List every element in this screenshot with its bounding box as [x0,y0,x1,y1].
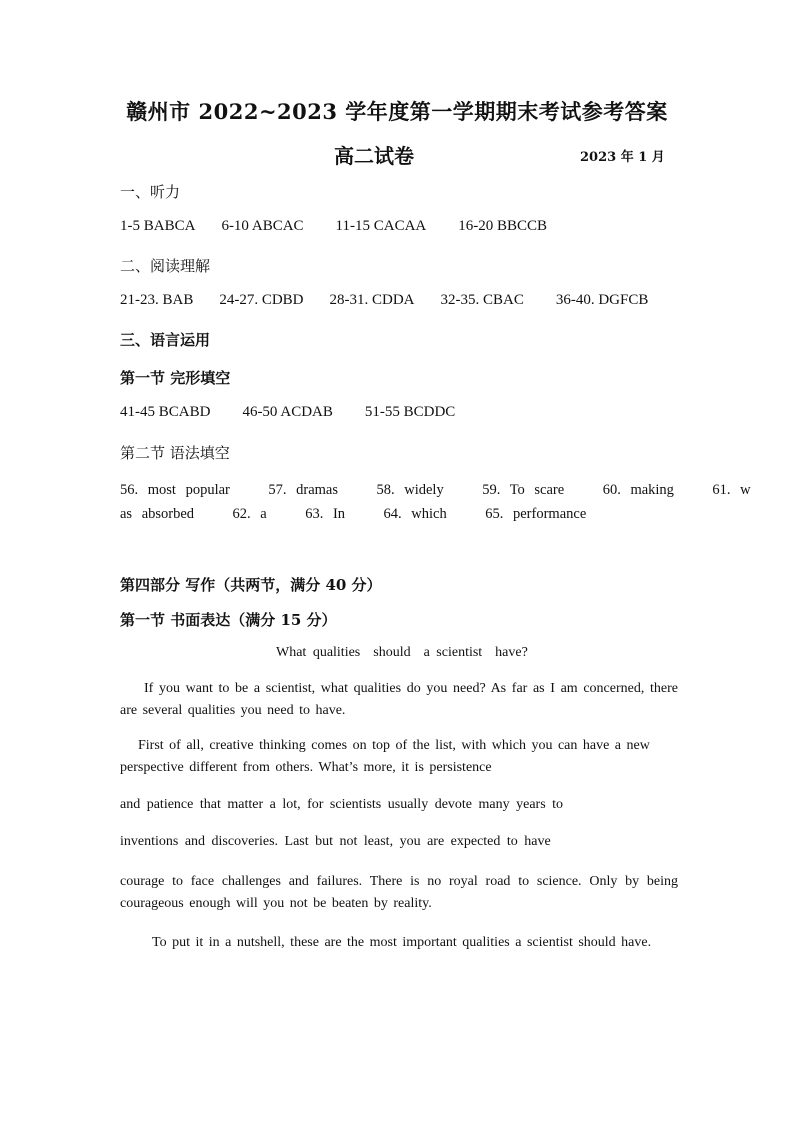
grammar-line: as absorbed 62. a 63. In 64. which 65. performance [120,506,587,522]
part3-section2-heading: 第二节 语法填空 [120,444,230,462]
part1-heading: 一、听力 [120,183,181,201]
essay-title: What qualities should a scientist have? [276,645,528,660]
essay-paragraph-2-line-4: courage to face challenges and failures. There is no royal road to science. Only by being courageous enough will you not be beaten by reality. [120,874,678,911]
part3-heading: 三、语言运用 [120,331,211,349]
answer-group: 6-10 ABCAC [221,218,304,234]
essay-paragraph-2-line-2: and patience that matter a lot, for scientists usually devote many years to [120,797,564,812]
part3-section1-heading: 第一节 完形填空 [120,369,231,387]
answer-group: 32-35. CBAC [440,292,524,308]
part4-section1-heading: 第一节 书面表达（满分 15 分） [120,611,337,629]
answer-group: 51-55 BCDDC [364,404,456,420]
part2-answers [120,292,648,309]
part1-answers [120,218,547,235]
answer-group: 21-23. BAB [120,292,194,308]
answer-group: 24-27. CDBD [219,292,304,308]
part4-heading: 第四部分 写作（共两节，满分 40 分） [120,576,382,594]
part2-heading: 二、阅读理解 [120,257,211,275]
part3-section2-answers [120,478,751,526]
exam-date: 2023 年 1 月 [580,150,665,165]
essay-paragraph-2-line-1: First of all, creative thinking comes on top of the list, with which you can have a new perspective different from others. What’s more, it is persistence [120,738,650,775]
essay-paragraph-3: To put it in a nutshell, these are the most important qualities a scientist should have. [152,935,652,950]
answer-group: 41-45 BCABD [120,404,211,420]
essay-paragraph-1: If you want to be a scientist, what qualities do you need? As far as I am concerned, there are several qualities you need to have. [120,681,678,718]
answer-group: 1-5 BABCA [120,218,196,234]
page-title: 赣州市 2022~2023 学年度第一学期期末考试参考答案 [126,99,668,124]
answer-group: 46-50 ACDAB [242,404,333,420]
part3-section1-answers [120,404,455,421]
answer-group: 16-20 BBCCB [458,218,548,234]
answer-group: 28-31. CDDA [329,292,415,308]
answer-group: 11-15 CACAA [335,218,427,234]
grammar-line: 56. most popular 57. dramas 58. widely 59. To scare 60. making 61. w [120,482,751,498]
answer-group: 36-40. DGFCB [555,292,649,308]
essay-paragraph-2-line-3: inventions and discoveries. Last but not least, you are expected to have [120,834,551,849]
page-subtitle: 高二试卷 [334,144,414,168]
